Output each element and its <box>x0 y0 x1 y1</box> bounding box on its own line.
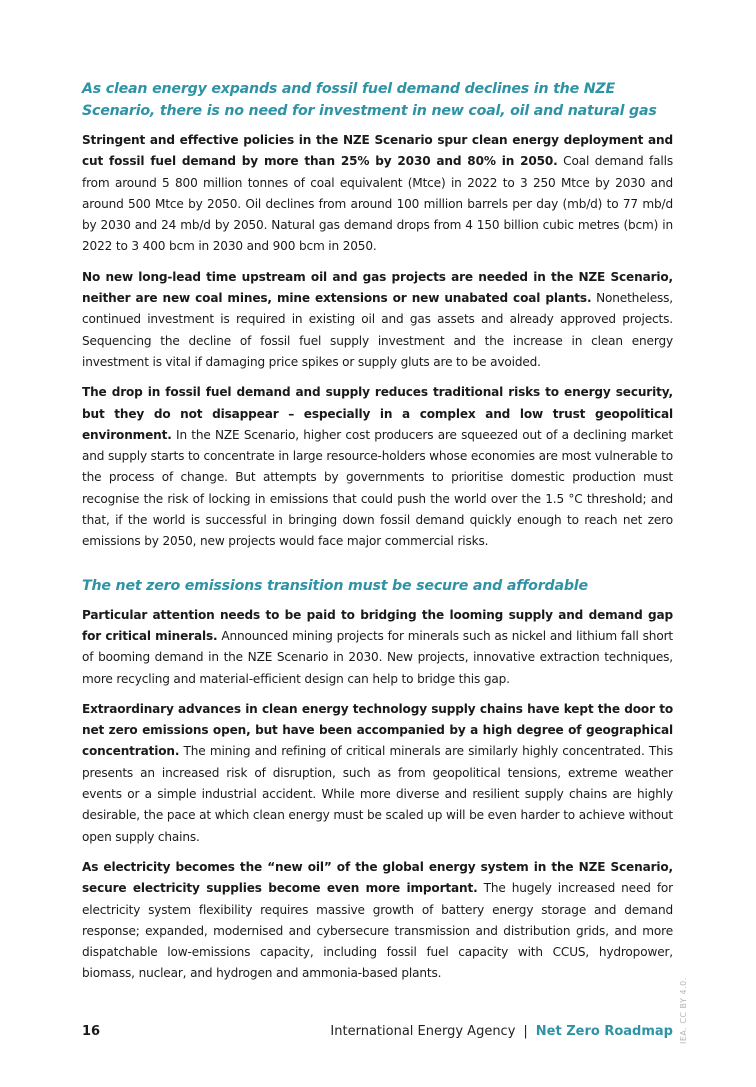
paragraph-body: Nonetheless, continued investment is required in existing oil and gas assets and already approved projects. Sequencing the decline of fossil fuel supply investment and the increase in clean energy investment is vital if damaging price spikes or supply gluts are to be avoided. <box>82 291 673 369</box>
paragraph <box>82 382 673 552</box>
paragraph <box>82 130 673 258</box>
paragraph-lead: The drop in fossil fuel demand and supply reduces traditional risks to energy security, but they do not disappear – especially in a complex and low trust geopolitical environment. <box>82 385 673 442</box>
footer-organization: International Energy Agency <box>330 1024 516 1039</box>
footer-separator: | <box>523 1024 528 1039</box>
section-heading-transition: The net zero emissions transition must be secure and affordable <box>82 577 588 594</box>
paragraph-body: In the NZE Scenario, higher cost producers are squeezed out of a declining market and supply starts to concentrate in large resource-holders whose economies are most vulnerable to the process of change. But attempts by governments to prioritise domestic production must recognise the risk of locking in emissions that could push the world over the 1.5 °C threshold; and that, if the world is successful in bringing down fossil demand quickly enough to reach net zero emissions by 2050, new projects would face major commercial risks. <box>82 427 673 549</box>
paragraph <box>82 267 673 373</box>
paragraph-body: Announced mining projects for minerals such as nickel and lithium fall short of booming demand in the NZE Scenario in 2030. New projects, innovative extraction techniques, more recycling and material-efficient design can help to bridge this gap. <box>82 628 673 686</box>
paragraph <box>82 605 673 690</box>
paragraph-lead: As electricity becomes the “new oil” of the global energy system in the NZE Scenario, secure electricity supplies become even more important. <box>82 859 673 896</box>
footer-title <box>330 1024 673 1039</box>
page-content <box>82 78 673 994</box>
paragraph <box>82 857 673 985</box>
paragraph-body: Coal demand falls from around 5 800 million tonnes of coal equivalent (Mtce) in 2022 to 3 250 Mtce by 2030 and around 500 Mtce by 2050. Oil declines from around 100 million barrels per day (mb/d) to 77 mb/d by 2030 and 24 mb/d by 2050. Natural gas demand drops from 4 150 billion cubic metres (bcm) in 2022 to 3 400 bcm in 2030 and 900 bcm in 2050. <box>82 154 673 254</box>
paragraph-lead: Stringent and effective policies in the NZE Scenario spur clean energy deployment and cut fossil fuel demand by more than 25% by 2030 and 80% in 2050. <box>82 133 673 169</box>
footer-report-title: Net Zero Roadmap <box>535 1024 673 1039</box>
page-number: 16 <box>82 1024 101 1039</box>
license-note: IEA. CC BY 4.0. <box>679 977 688 1044</box>
paragraph-body: The mining and refining of critical minerals are similarly highly concentrated. This presents an increased risk of disruption, such as from geopolitical tensions, extreme weather events or a simple industrial accident. While more diverse and resilient supply chains are highly desirable, the pace at which clean energy must be scaled up will be even harder to achieve without open supply chains. <box>82 744 673 844</box>
paragraph-lead: No new long-lead time upstream oil and gas projects are needed in the NZE Scenario, neither are new coal mines, mine extensions or new unabated coal plants. <box>82 269 673 306</box>
section-heading-investment: As clean energy expands and fossil fuel demand declines in the NZE Scenario, there is no need for investment in new coal, oil and natural gas <box>82 81 657 119</box>
paragraph-body: The hugely increased need for electricity system flexibility requires massive growth of battery energy storage and demand response; expanded, modernised and cybersecure transmission and distribution grids, and more dispatchable low-emissions capacity, including fossil fuel capacity with CCUS, hydropower, biomass, nuclear, and hydrogen and ammonia-based plants. <box>82 881 673 981</box>
paragraph-lead: Particular attention needs to be paid to bridging the looming supply and demand gap for critical minerals. <box>82 607 673 643</box>
paragraph <box>82 699 673 848</box>
page-footer <box>82 1024 673 1044</box>
paragraph-lead: Extraordinary advances in clean energy technology supply chains have kept the door to net zero emissions open, but have been accompanied by a high degree of geographical concentration. <box>82 701 673 759</box>
